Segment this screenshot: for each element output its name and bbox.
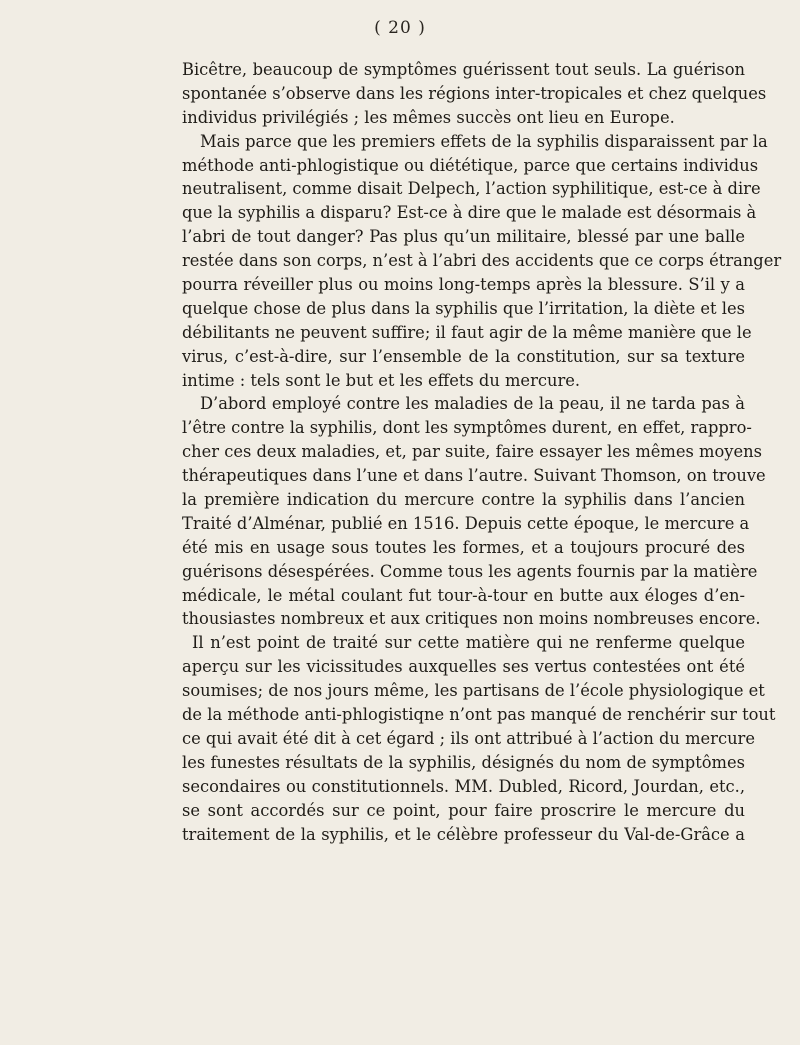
text-line: virus, c’est-à-dire, sur l’ensemble de la constitution, sur sa texture [182, 346, 745, 366]
text-line: de la méthode anti-phlogistiqne n’ont pas manqué de renchérir sur tout [182, 705, 776, 725]
text-line: été mis en usage sous toutes les formes, et a toujours procuré des [182, 537, 745, 557]
text-line: se sont accordés sur ce point, pour faire proscrire le mercure du [182, 800, 745, 820]
text-line: quelque chose de plus dans la syphilis que l’irritation, la diète et les [182, 298, 745, 318]
text-line: Traité d’Alménar, publié en 1516. Depuis cette époque, le mercure a [182, 513, 750, 533]
text-line: intime : tels sont le but et les effets du mercure. [182, 370, 581, 390]
text-line: pourra réveiller plus ou moins long-temps après la blessure. S’il y a [182, 275, 745, 295]
text-line: méthode anti-phlogistique ou diététique, parce que certains individus [182, 155, 759, 175]
page-number: ( 20 ) [374, 18, 426, 38]
text-line: thousiastes nombreux et aux critiques non moins nombreuses encore. [182, 609, 761, 629]
text-line: la première indication du mercure contre la syphilis dans l’ancien [182, 490, 745, 510]
text-line: individus privilégiés ; les mêmes succès ont lieu en Europe. [182, 107, 675, 127]
text-line: que la syphilis a disparu? Est-ce à dire que le malade est désormais à [182, 203, 757, 223]
text-line: thérapeutiques dans l’une et dans l’autre. Suivant Thomson, on trouve [182, 466, 766, 486]
text-line: Mais parce que les premiers effets de la syphilis disparaissent par la [200, 131, 768, 151]
text-line: traitement de la syphilis, et le célèbre professeur du Val-de-Grâce a [182, 824, 745, 844]
text-line: soumises; de nos jours même, les partisans de l’école physiologique et [182, 681, 765, 701]
text-line: spontanée s’observe dans les régions inter-tropicales et chez quelques [182, 83, 767, 103]
text-line: restée dans son corps, n’est à l’abri des accidents que ce corps étranger [182, 251, 782, 271]
text-line: ce qui avait été dit à cet égard ; ils ont attribué à l’action du mercure [182, 728, 755, 748]
text-line: débilitants ne peuvent suffire; il faut agir de la même manière que le [182, 322, 752, 342]
text-line: neutralisent, comme disait Delpech, l’action syphilitique, est-ce à dire [182, 179, 761, 199]
text-line: l’abri de tout danger? Pas plus qu’un militaire, blessé par une balle [182, 227, 745, 247]
text-line: médicale, le métal coulant fut tour-à-tour en butte aux éloges d’en- [182, 585, 745, 605]
text-line: l’être contre la syphilis, dont les symptômes durent, en effet, rappro- [182, 418, 752, 438]
text-line: D’abord employé contre les maladies de la peau, il ne tarda pas à [200, 394, 745, 414]
text-line: aperçu sur les vicissitudes auxquelles ses vertus contestées ont été [182, 657, 745, 677]
text-line: Bicêtre, beaucoup de symptômes guérissent tout seuls. La guérison [182, 60, 745, 79]
text-line: cher ces deux maladies, et, par suite, faire essayer les mêmes moyens [182, 442, 762, 462]
body-text [182, 58, 782, 846]
text-line: Il n’est point de traité sur cette matière qui ne renferme quelque [192, 633, 745, 653]
text-line: guérisons désespérées. Comme tous les agents fournis par la matière [182, 561, 758, 581]
text-line: les funestes résultats de la syphilis, désignés du nom de symptômes [182, 752, 745, 772]
text-line: secondaires ou constitutionnels. MM. Dubled, Ricord, Jourdan, etc., [182, 776, 745, 796]
